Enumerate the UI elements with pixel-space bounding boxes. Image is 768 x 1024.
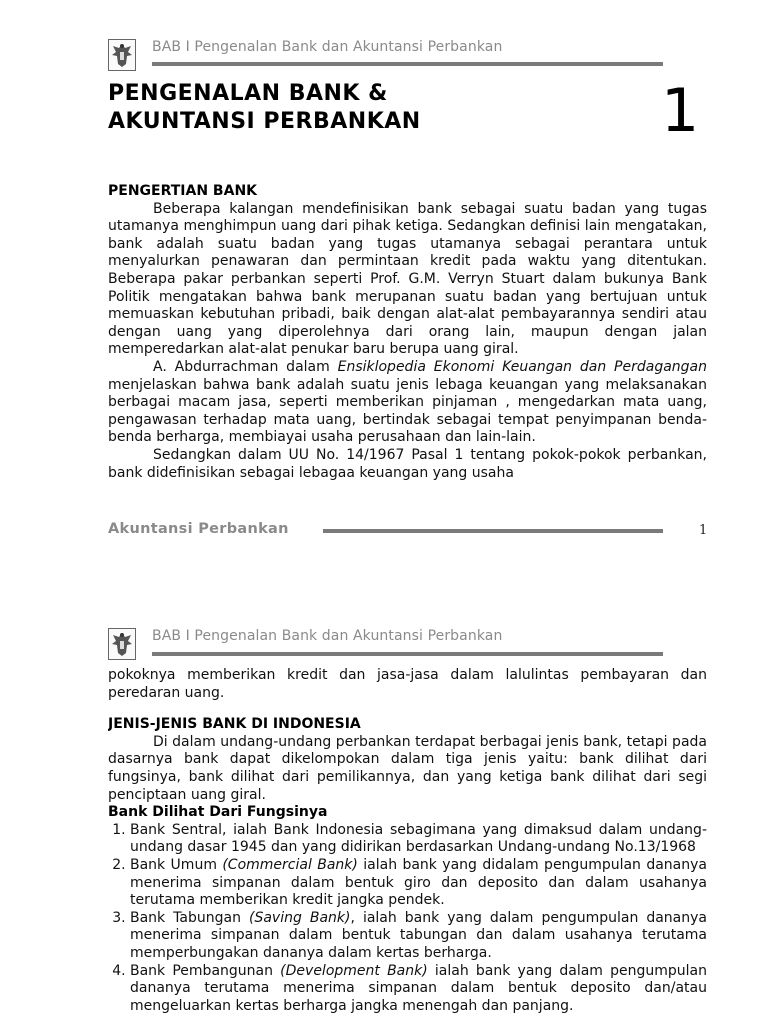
list-item-text: Bank Sentral, ialah Bank Indonesia sebagimana yang dimaksud dalam undang-undang dasar 1945 dan yang didirikan berdasarkan Undang-undang No.13/1968 [130, 821, 707, 856]
page-1-body [108, 183, 707, 517]
list-item-english-term: (Development Bank) [280, 962, 428, 979]
list-item-text: Bank Pembangunan [130, 962, 281, 979]
bank-type-list [108, 822, 707, 1016]
list-item-english-term: (Saving Bank) [248, 909, 351, 926]
footer-title: Akuntansi Perbankan [108, 521, 289, 537]
running-header: BAB I Pengenalan Bank dan Akuntansi Perbankan [152, 628, 503, 644]
list-item [130, 910, 707, 963]
spacer [108, 702, 707, 716]
list-item-rest: ialah bank yang dalam pengumpulan dananya terutama menerima simpanan dalam bentuk deposito dan/atau mengeluarkan kertas berharga jangka menengah dan panjang. [130, 962, 707, 1014]
chapter-title-line-2: AKUNTANSI PERBANKAN [108, 109, 421, 134]
section-heading-jenis: JENIS-JENIS BANK DI INDONESIA [108, 716, 361, 733]
chapter-title [108, 80, 421, 136]
list-item [130, 857, 707, 910]
continuation-paragraph: pokoknya memberikan kredit dan jasa-jasa dalam lalulintas pembayaran dan peredaran uang. [108, 667, 707, 701]
paragraph-1: Beberapa kalangan mendefinisikan bank sebagai suatu badan yang tugas utamanya menghimpun uang dari pihak ketiga. Sedangkan definisi lain mengatakan, bank adalah suatu badan yang tugas utamanya sebagai perantara untuk menyalurkan penawaran dan permintaan kredit pada waktu yang ditentukan. Beberapa pakar perbankan seperti Prof. G.M. Verryn Stuart dalam bukunya Bank Politik mengatakan bahwa bank merupanan suatu badan yang bertujuan untuk memuaskan kebutuhan pribadi, baik dengan alat-alat pembayarannya sendiri atau dengan uang yang diperolehnya dari orang lain, maupun dengan jalan memperedarkan alat-alat penukar baru berupa uang giral. [108, 200, 707, 358]
subheading-fungsi: Bank Dilihat Dari Fungsinya [108, 804, 328, 821]
list-item-text: Bank Tabungan [130, 909, 249, 926]
paragraph-2-rest: menjelaskan bahwa bank adalah suatu jenis lebaga keuangan yang melaksanakan berbagai macam jasa, seperti memberikan pinjaman , mengedarkan mata uang, pengawasan terhadap mata uang, bertindak sebagai tempat penyimpanan benda-benda berharga, membiayai usaha perusahaan dan lain-lain. [108, 376, 707, 446]
footer-rule [323, 529, 663, 533]
list-item-text: Bank Umum [130, 856, 223, 873]
running-header: BAB I Pengenalan Bank dan Akuntansi Perbankan [152, 39, 503, 55]
chapter-title-line-1: PENGENALAN BANK & [108, 81, 388, 106]
list-item [130, 822, 707, 857]
emblem-logo-icon [108, 628, 136, 660]
chapter-number: 1 [661, 76, 700, 146]
paragraph-4: Di dalam undang-undang perbankan terdapat berbagai jenis bank, tetapi pada dasarnya bank dapat dikelompokan dalam tiga jenis yaitu: bank dilihat dari fungsinya, bank dilihat dari pemilikannya, dan yang ketiga bank dilihat dari segi penciptaan uang giral. [108, 733, 707, 803]
page-2-body [108, 667, 707, 1024]
list-item-english-term: (Commercial Bank) [222, 856, 358, 873]
page-number: 1 [699, 523, 708, 538]
header-rule [152, 62, 663, 66]
paragraph-3: Sedangkan dalam UU No. 14/1967 Pasal 1 tentang pokok-pokok perbankan, bank didefinisikan sebagai lebagaa keuangan yang usaha [108, 446, 707, 481]
list-item-rest: ialah bank yang didalam pengumpulan dananya menerima simpanan dalam bentuk giro dan deposito dan dalam usahanya terutama memberikan kredit jangka pendek. [130, 856, 707, 909]
list-item-rest: , ialah bank yang dalam pengumpulan dananya menerima simpanan dalam bentuk tabungan dan dalam usahanya terutama memperbungakan dananya dalam kertas berharga. [130, 909, 707, 961]
paragraph-2-book-title: Ensiklopedia Ekonomi Keuangan dan Perdagangan [337, 358, 707, 375]
list-item [130, 963, 707, 1016]
header-rule [152, 652, 663, 656]
paragraph-2-lead: A. Abdurrachman dalam [153, 358, 338, 375]
emblem-logo-icon [108, 39, 136, 71]
paragraph-2 [108, 359, 707, 447]
section-heading-pengertian: PENGERTIAN BANK [108, 183, 258, 199]
